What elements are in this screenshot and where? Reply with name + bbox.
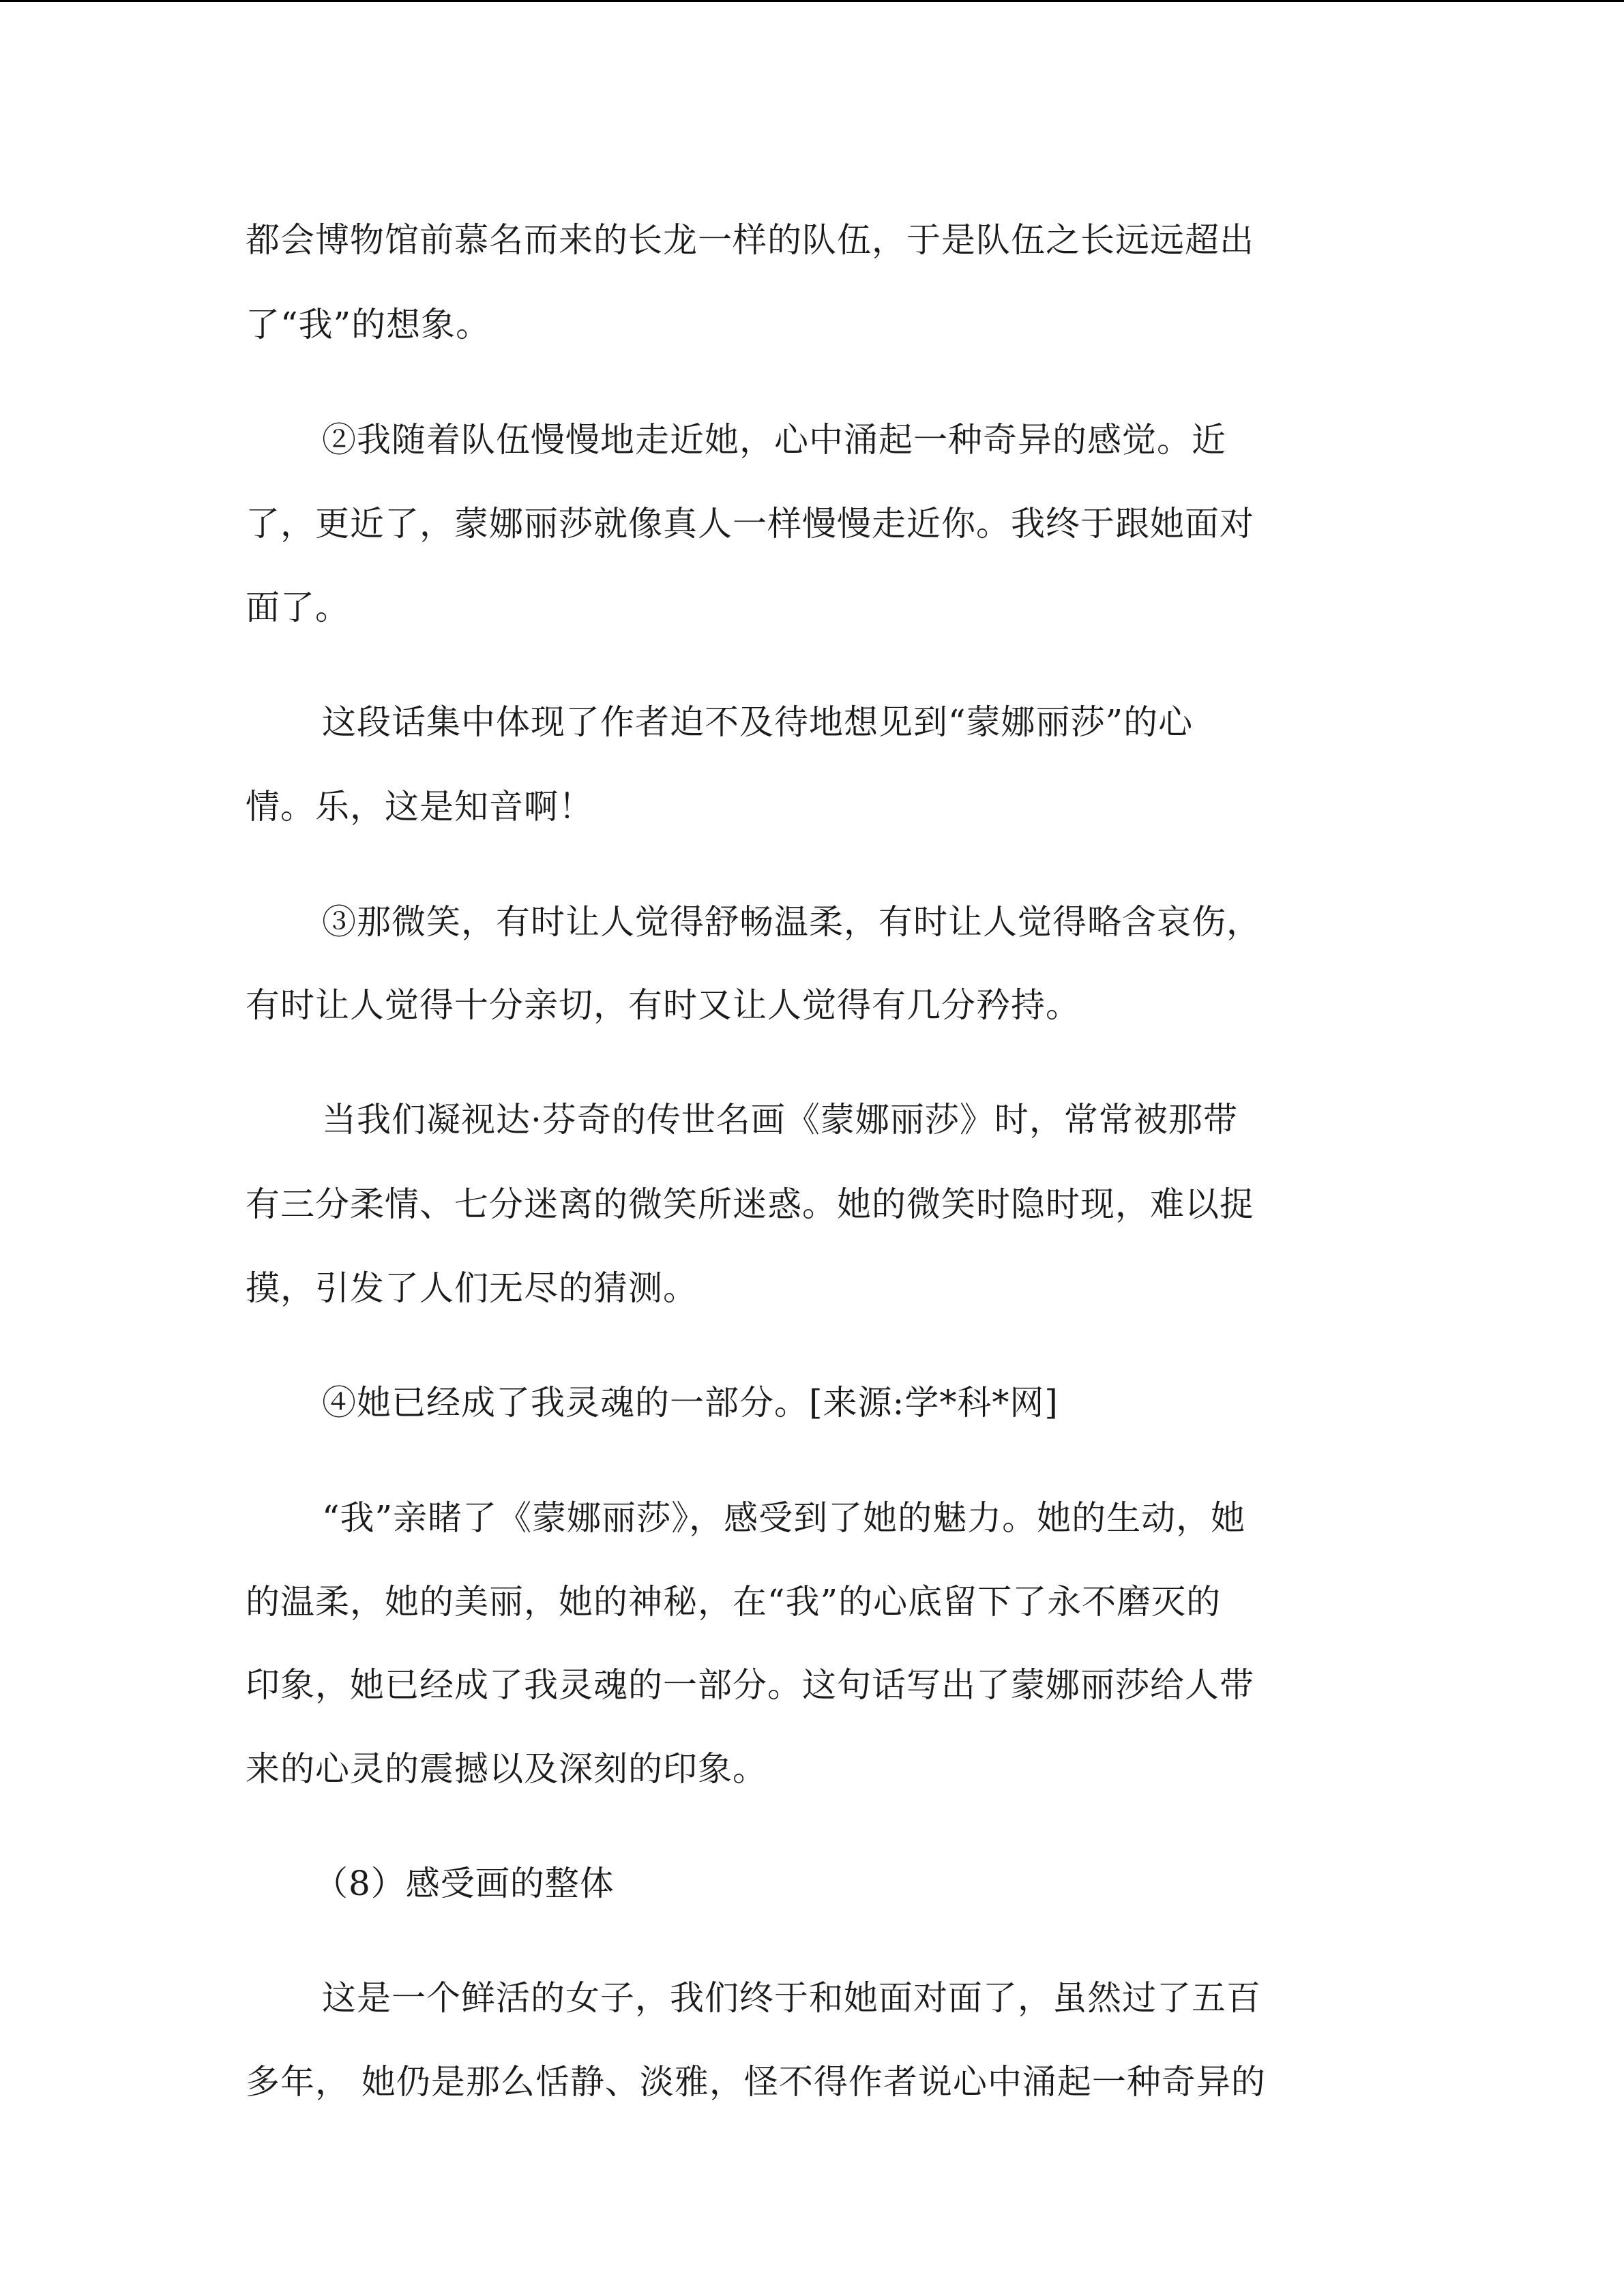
text-line: 当我们凝视达·芬奇的传世名画《蒙娜丽莎》时，常常被那带 [322, 1100, 1238, 1139]
text-line: ④她已经成了我灵魂的一部分。[来源:学*科*网] [322, 1383, 1059, 1422]
text-line: ③那微笑，有时让人觉得舒畅温柔，有时让人觉得略含哀伤， [322, 902, 1261, 942]
text-line: 有三分柔情、七分迷离的微笑所迷惑。她的微笑时隐时现，难以捉 [246, 1184, 1254, 1224]
text-line: 印象，她已经成了我灵魂的一部分。这句话写出了蒙娜丽莎给人带 [246, 1665, 1254, 1705]
text-line: 摸，引发了人们无尽的猜测。 [246, 1268, 698, 1308]
section-heading: （8）感受画的整体 [314, 1864, 615, 1903]
text-line: 情。乐，这是知音啊！ [246, 787, 593, 826]
text-line: ②我随着队伍慢慢地走近她，心中涌起一种奇异的感觉。近 [322, 420, 1226, 460]
text-line: 都会博物馆前慕名而来的长龙一样的队伍，于是队伍之长远远超出 [246, 220, 1254, 260]
text-line: 了，更近了，蒙娜丽莎就像真人一样慢慢走近你。我终于跟她面对 [246, 504, 1254, 543]
text-line: 来的心灵的震撼以及深刻的印象。 [246, 1749, 767, 1789]
text-line: 了“我”的想象。 [246, 305, 491, 344]
text-line: 多年， 她仍是那么恬静、淡雅，怪不得作者说心中涌起一种奇异的 [246, 2062, 1266, 2102]
text-line: 这段话集中体现了作者迫不及待地想见到“蒙娜丽莎”的心 [322, 702, 1194, 742]
page-top-border [0, 0, 1624, 2]
text-line: 这是一个鲜活的女子，我们终于和她面对面了，虽然过了五百 [322, 1978, 1261, 2018]
text-line: 有时让人觉得十分亲切，有时又让人觉得有几分矜持。 [246, 985, 1080, 1025]
text-line: 的温柔，她的美丽，她的神秘，在“我”的心底留下了永不磨灭的 [246, 1582, 1222, 1622]
text-line: 面了。 [246, 588, 350, 627]
text-line: “我”亲睹了《蒙娜丽莎》，感受到了她的魅力。她的生动，她 [322, 1498, 1246, 1538]
